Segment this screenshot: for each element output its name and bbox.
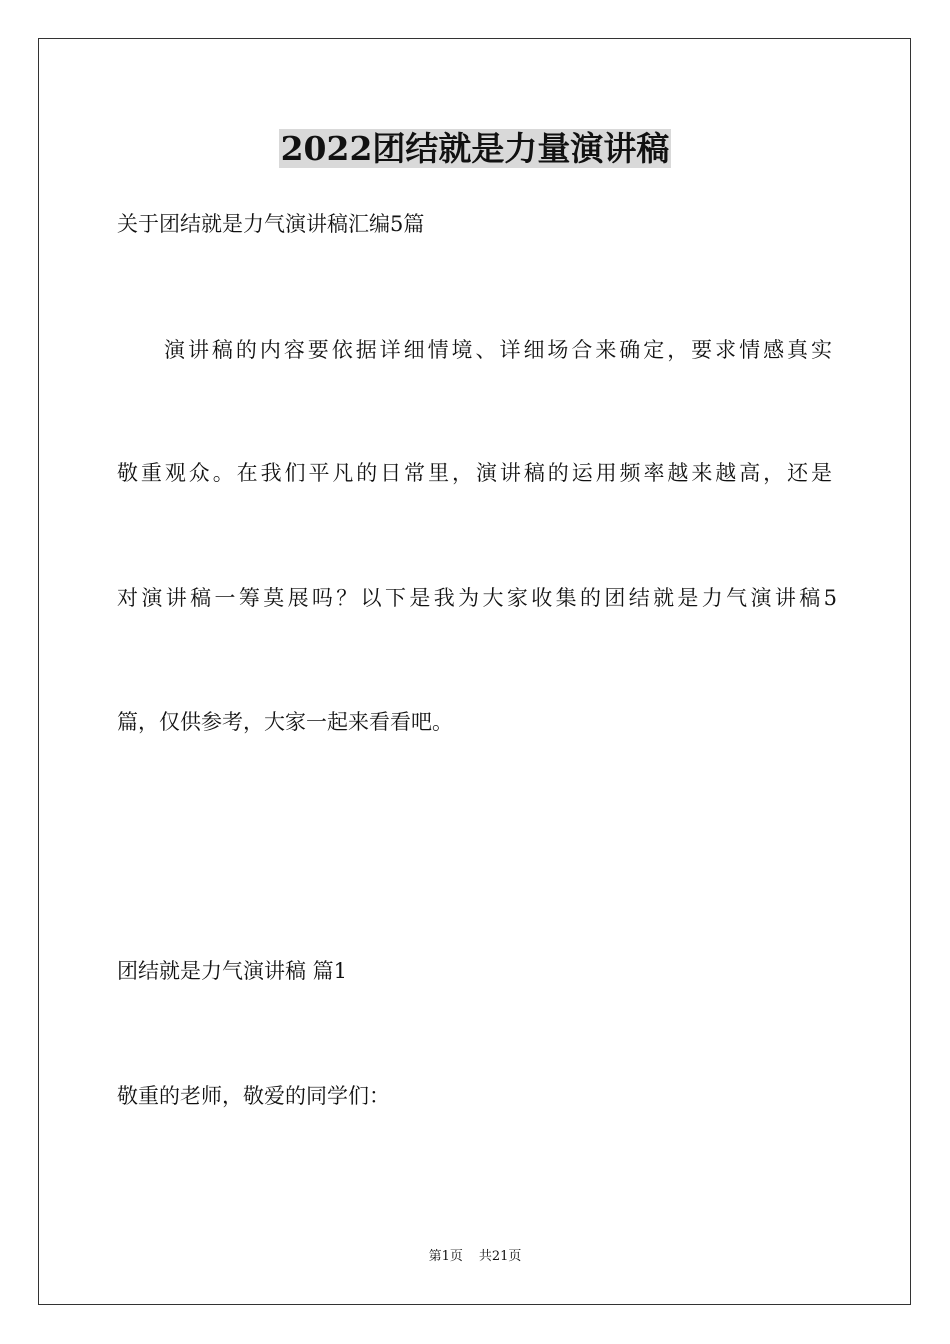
intro-paragraph-line-2: 敬重观众。在我们平凡的日常里，演讲稿的运用频率越来越高，还是 [117,461,832,485]
page-total: 共21页 [478,1249,522,1264]
page-footer [0,1248,950,1266]
document-subtitle: 关于团结就是力气演讲稿汇编5篇 [117,212,425,236]
intro-paragraph-line-1: 演讲稿的内容要依据详细情境、详细场合来确定，要求情感真实 [164,338,832,362]
intro-paragraph-line-4: 篇，仅供参考，大家一起来看看吧。 [117,710,453,734]
page-number: 第1页 [428,1249,463,1264]
section-heading: 团结就是力气演讲稿 篇1 [117,959,348,983]
greeting-line: 敬重的老师，敬爱的同学们： [117,1084,390,1108]
document-title [0,126,950,172]
intro-paragraph-line-3: 对演讲稿一筹莫展吗？以下是我为大家收集的团结就是力气演讲稿5 [117,586,837,610]
document-title-text: 2022团结就是力量演讲稿 [280,129,670,168]
